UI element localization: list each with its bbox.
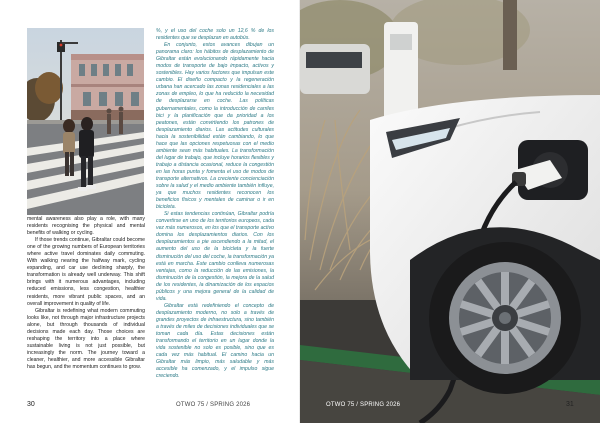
running-footer-left: OTWO 75 / SPRING 2026	[176, 402, 251, 408]
page-number-right: 31	[566, 401, 574, 408]
running-footer-right: OTWO 75 / SPRING 2026	[326, 402, 401, 408]
english-paragraph: If those trends continue, Gibraltar could become one of the growing numbers of European territories where active travel dominates daily commuting. With walking nearing the halfway mark, cycling expanding, and car use declining sharply, the transformation is already well underway. This shift brings with it numerous advantages, including reduced emissions, less congestion, healthier residents, more vibrant public spaces, and an overall improvement in quality of life.	[27, 237, 145, 307]
english-paragraph: mental awareness also play a role, with many residents recognising the physical and mental benefits of walking or cycling.	[27, 216, 145, 237]
english-paragraph: Gibraltar is redefining what modern commuting looks like, not through major infrastructure projects alone, but through thousands of individual decisions made each day. Those choices are reshaping the territory into a place where sustainable living is not just possible, but increasingly the norm. The journey toward a cleaner, healthier, and more accessible Gibraltar has begun, and the momentum continues to grow.	[27, 307, 145, 370]
street-crossing-photo	[27, 28, 144, 215]
right-page	[300, 0, 600, 423]
english-article-text	[27, 216, 145, 371]
spanish-paragraph: Si estas tendencias continúan, Gibraltar podría convertirse en uno de los territorios europeos, cada vez más numerosos, en los que el transporte activo domina los desplazamientos diarios. Con los desplazamientos a pie ascendiendo a la mitad, el aumento del uso de la bicicleta y la fuerte disminución del uso del coche, la transformación ya está en marcha. Este cambio conlleva numerosas ventajas, como la reducción de las emisiones, la disminución de la congestión, la mejora de la salud de los residentes, la dinamización de los espacios públicos y una mejora general de la calidad de vida.	[156, 211, 274, 302]
page-number-left: 30	[27, 401, 35, 408]
spanish-article-text	[156, 28, 274, 380]
ev-charging-photo	[300, 0, 600, 423]
spanish-paragraph: Gibraltar está redefiniendo el concepto de desplazamiento moderno, no solo a través de grandes proyectos de infraestructura, sino también a través de miles de decisiones individuales que se toman cada día. Estas decisiones están transformando el territorio en un lugar donde la vida sostenible no solo es posible, sino que es cada vez más habitual. El camino hacia un Gibraltar más limpio, más saludable y más accesible ha comenzado, y el impulso sigue creciendo.	[156, 302, 274, 380]
spanish-paragraph: %, y el uso del coche solo un 12,6 % de los residentes que se desplazan en autobús.	[156, 28, 274, 42]
spanish-paragraph: En conjunto, estos avances dibujan un panorama claro: los hábitos de desplazamiento de Gibraltar están evolucionando rápidamente hacia modos de transporte de bajo impacto, activos y sostenibles. Hay varios factores que impulsan este cambio. El diseño compacto y la regeneración urbana han acercado las zonas residenciales a las zonas de empleo, lo que ha reducido la necesidad de desplazarse en coche. Las políticas gubernamentales, como la introducción de carriles bici y la planificación que da prioridad a los peatones, están convirtiendo los patrones de desplazamiento diarios. Las actitudes culturales hacia la sostenibilidad están cambiando, lo que hace que las opciones respetuosas con el medio ambiente sean más habituales. La transformación del lugar de trabajo, que incluye horarios flexibles y trabajo a distancia ocasional, reduce la congestión en las horas punta y fomenta el uso de modos de transporte alternativos. La creciente concienciación sobre la salud y el medio ambiente también influye, ya que muchos residentes reconocen los beneficios físicos y mentales de caminar o ir en bicicleta.	[156, 42, 274, 211]
